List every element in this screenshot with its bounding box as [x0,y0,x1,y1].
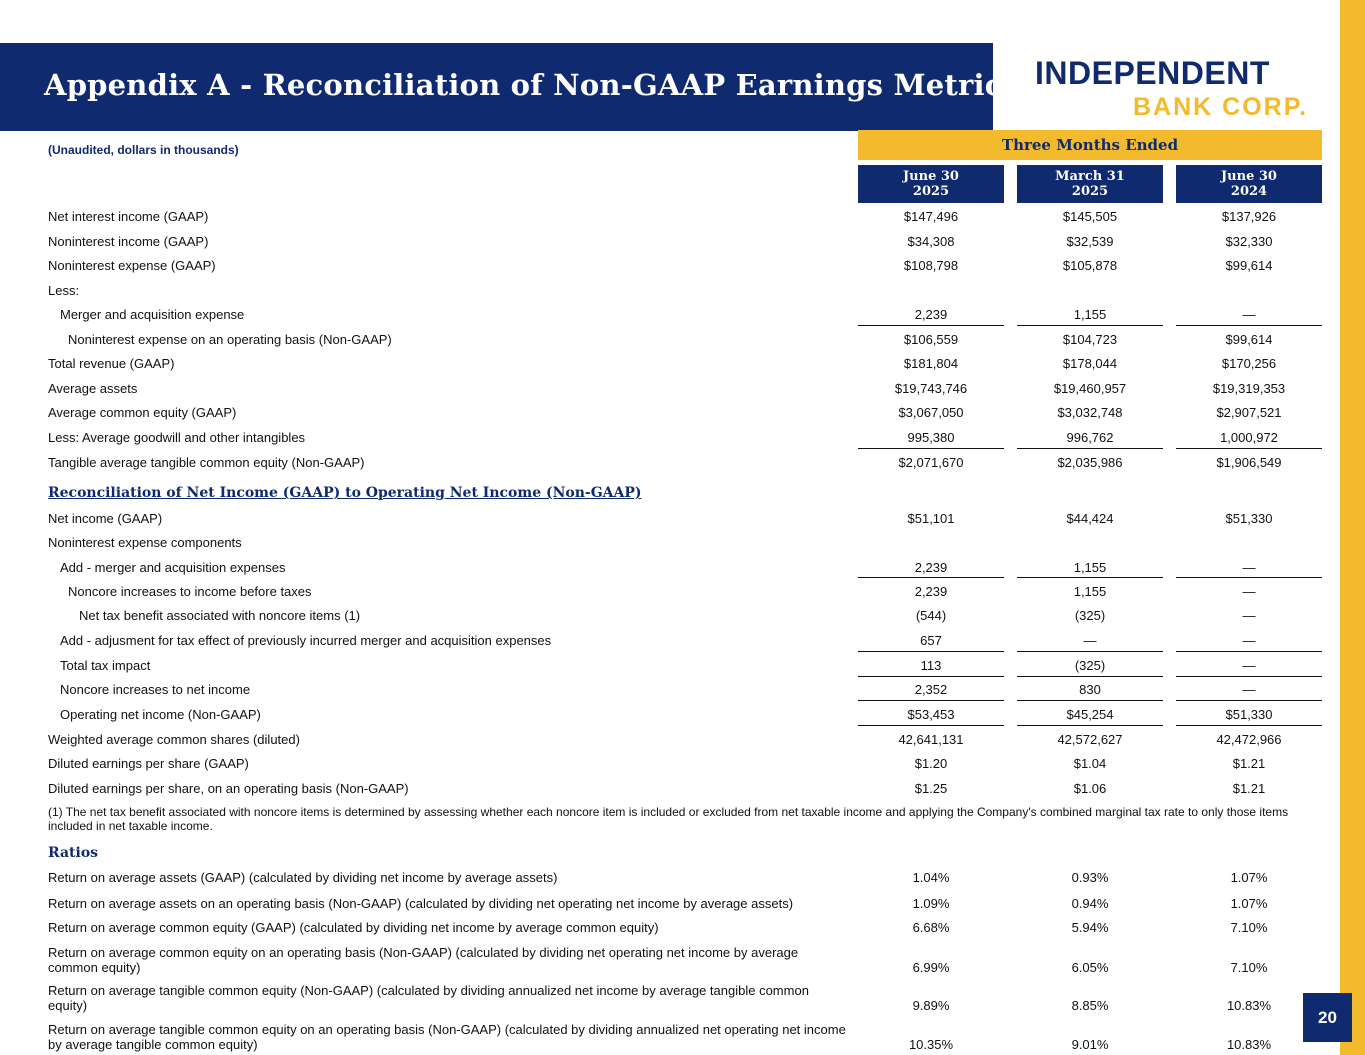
row-label: Add - adjusment for tax effect of previously incurred merger and acquisition expenses [60,633,552,648]
cell-value: — [1242,584,1256,599]
cell-value: — [1242,608,1256,623]
cell-value: (325) [1074,608,1106,623]
row-label: Diluted earnings per share, on an operating basis (Non-GAAP) [48,781,409,796]
cell-value: $181,804 [903,356,959,371]
row-label: Less: Average goodwill and other intangibles [48,430,306,445]
subtotal-rule [858,325,1004,326]
row-label: Noninterest income (GAAP) [48,234,209,249]
cell-value: $1.20 [914,756,948,771]
cell-value: 2,352 [914,682,948,697]
subtotal-rule [858,448,1004,449]
right-accent-stripe [1340,0,1365,1055]
row-label: Less: [48,283,80,298]
cell-value: $19,743,746 [894,381,968,396]
cell-value: 5.94% [1071,920,1109,935]
subtotal-rule [1176,725,1322,726]
row-label: Weighted average common shares (diluted) [48,732,300,747]
cell-value: $145,505 [1062,209,1118,224]
cell-value: $51,101 [907,511,955,526]
cell-value: 2,239 [914,560,948,575]
row-label: Noninterest expense (GAAP) [48,258,216,273]
subtotal-rule [1017,325,1163,326]
cell-value: $53,453 [907,707,955,722]
cell-value: 9.01% [1071,1037,1109,1052]
period-header: Three Months Ended [858,130,1322,160]
subtotal-rule [858,700,1004,701]
cell-value: 830 [1079,682,1101,697]
cell-value: 1.07% [1230,870,1268,885]
row-label: Noncore increases to income before taxes [68,584,312,599]
cell-value: 6.68% [912,920,950,935]
cell-value: 6.99% [912,960,950,975]
section-title-ratios: Ratios [48,845,99,861]
cell-value: 1,155 [1073,584,1107,599]
subtotal-rule [1017,651,1163,652]
cell-value: $51,330 [1225,707,1273,722]
subtotal-rule [858,725,1004,726]
cell-value: (544) [915,608,947,623]
row-label: Return on average common equity (GAAP) (calculated by dividing net income by average common equity) [48,920,659,935]
logo-name: INDEPENDENT [1035,55,1270,91]
row-label: Return on average common equity on an operating basis (Non-GAAP) (calculated by dividing net operating net income by average common equity) [48,945,799,975]
cell-value: 10.83% [1226,998,1272,1013]
cell-value: 9.89% [912,998,950,1013]
cell-value: 657 [920,633,942,648]
cell-value: $3,067,050 [898,405,964,420]
cell-value: 1,000,972 [1220,430,1278,445]
cell-value: 6.05% [1071,960,1109,975]
row-label: Return on average assets on an operating basis (Non-GAAP) (calculated by dividing net operating net income by average assets) [48,896,794,911]
cell-value: 1.09% [912,896,950,911]
subtotal-rule [1017,725,1163,726]
column-header-2-line2: 2025 [1071,184,1109,199]
section-title-net-income: Reconciliation of Net Income (GAAP) to Operating Net Income (Non-GAAP) [48,485,642,501]
subtotal-rule [1017,676,1163,677]
cell-value: 10.35% [908,1037,954,1052]
cell-value: $32,539 [1066,234,1114,249]
cell-value: 8.85% [1071,998,1109,1013]
footnote: (1) The net tax benefit associated with noncore items is determined by assessing whether each noncore item is included or excluded from net taxable income and applying the Company's combined marginal tax rate to only those items included in net taxable income. [48,805,1289,833]
cell-value: $32,330 [1225,234,1273,249]
subtotal-rule [1176,700,1322,701]
cell-value: $178,044 [1062,356,1118,371]
row-label: Diluted earnings per share (GAAP) [48,756,249,771]
cell-value: 1.04% [912,870,950,885]
cell-value: $1.04 [1073,756,1107,771]
cell-value: — [1242,633,1256,648]
cell-value: 0.93% [1071,870,1109,885]
cell-value: $1.06 [1073,781,1107,796]
row-label: Net income (GAAP) [48,511,163,526]
cell-value: $2,907,521 [1216,405,1282,420]
row-label: Return on average tangible common equity (Non-GAAP) (calculated by dividing annualized net income by average tangible common equity) [48,983,809,1013]
cell-value: $137,926 [1221,209,1277,224]
cell-value: 2,239 [914,584,948,599]
cell-value: $3,032,748 [1057,405,1123,420]
row-label: Noncore increases to net income [60,682,251,697]
column-header-1 [858,165,1004,203]
logo-subname: BANK CORP. [1133,93,1309,121]
subtotal-rule [858,651,1004,652]
subtotal-rule [858,577,1004,578]
column-header-3 [1176,165,1322,203]
row-label: Noninterest expense components [48,535,242,550]
cell-value: (325) [1074,658,1106,673]
column-header-1-line2: 2025 [912,184,950,199]
cell-value: — [1083,633,1097,648]
column-header-1-line1: June 30 [903,169,959,184]
column-header-2 [1017,165,1163,203]
cell-value: $1,906,549 [1216,455,1282,470]
row-label: Return on average tangible common equity on an operating basis (Non-GAAP) (calculated by dividing annualized net operating net income by average tangible common equity) [48,1022,846,1052]
subtotal-rule [1176,448,1322,449]
row-label: Noninterest expense on an operating basis (Non-GAAP) [68,332,392,347]
cell-value: $99,614 [1225,332,1273,347]
cell-value: $147,496 [903,209,959,224]
subtotal-rule [1176,325,1322,326]
cell-value: 0.94% [1071,896,1109,911]
cell-value: — [1242,682,1256,697]
page-title: Appendix A - Reconciliation of Non-GAAP Earnings Metrics [44,68,1020,102]
cell-value: $44,424 [1066,511,1114,526]
cell-value: 42,641,131 [898,732,964,747]
cell-value: $1.21 [1232,781,1266,796]
row-label: Tangible average tangible common equity (Non-GAAP) [48,455,365,470]
cell-value: $1.21 [1232,756,1266,771]
row-label: Net interest income (GAAP) [48,209,209,224]
subtotal-rule [1017,577,1163,578]
cell-value: 2,239 [914,307,948,322]
cell-value: 1.07% [1230,896,1268,911]
cell-value: $51,330 [1225,511,1273,526]
subtotal-rule [1176,577,1322,578]
row-label: Average assets [48,381,138,396]
row-label: Add - merger and acquisition expenses [60,560,286,575]
cell-value: 1,155 [1073,560,1107,575]
cell-value: $34,308 [907,234,955,249]
subtotal-rule [1017,448,1163,449]
subtotal-rule [1017,700,1163,701]
page-number: 20 [1303,993,1352,1042]
cell-value: $45,254 [1066,707,1114,722]
cell-value: $106,559 [903,332,959,347]
row-label: Average common equity (GAAP) [48,405,237,420]
cell-value: 1,155 [1073,307,1107,322]
cell-value: — [1242,307,1256,322]
subtotal-rule [858,676,1004,677]
row-label: Merger and acquisition expense [60,307,245,322]
cell-value: 7.10% [1230,960,1268,975]
cell-value: — [1242,658,1256,673]
cell-value: 996,762 [1066,430,1114,445]
cell-value: 42,572,627 [1057,732,1123,747]
subtotal-rule [1176,676,1322,677]
cell-value: $99,614 [1225,258,1273,273]
subtotal-rule [1176,651,1322,652]
cell-value: — [1242,560,1256,575]
column-header-3-line2: 2024 [1230,184,1268,199]
unaudited-note: (Unaudited, dollars in thousands) [48,143,239,157]
cell-value: $108,798 [903,258,959,273]
row-label: Net tax benefit associated with noncore items (1) [79,608,361,623]
column-header-3-line1: June 30 [1221,169,1277,184]
cell-value: $105,878 [1062,258,1118,273]
cell-value: $19,319,353 [1212,381,1286,396]
cell-value: 7.10% [1230,920,1268,935]
cell-value: 10.83% [1226,1037,1272,1052]
cell-value: $2,035,986 [1057,455,1123,470]
row-label: Return on average assets (GAAP) (calculated by dividing net income by average assets) [48,870,558,885]
cell-value: 113 [920,658,942,673]
cell-value: 42,472,966 [1216,732,1282,747]
cell-value: $104,723 [1062,332,1118,347]
cell-value: 995,380 [907,430,955,445]
row-label: Total tax impact [60,658,151,673]
row-label: Operating net income (Non-GAAP) [60,707,261,722]
cell-value: $1.25 [914,781,948,796]
cell-value: $170,256 [1221,356,1277,371]
cell-value: $19,460,957 [1053,381,1127,396]
column-header-2-line1: March 31 [1055,169,1125,184]
cell-value: $2,071,670 [898,455,964,470]
row-label: Total revenue (GAAP) [48,356,175,371]
